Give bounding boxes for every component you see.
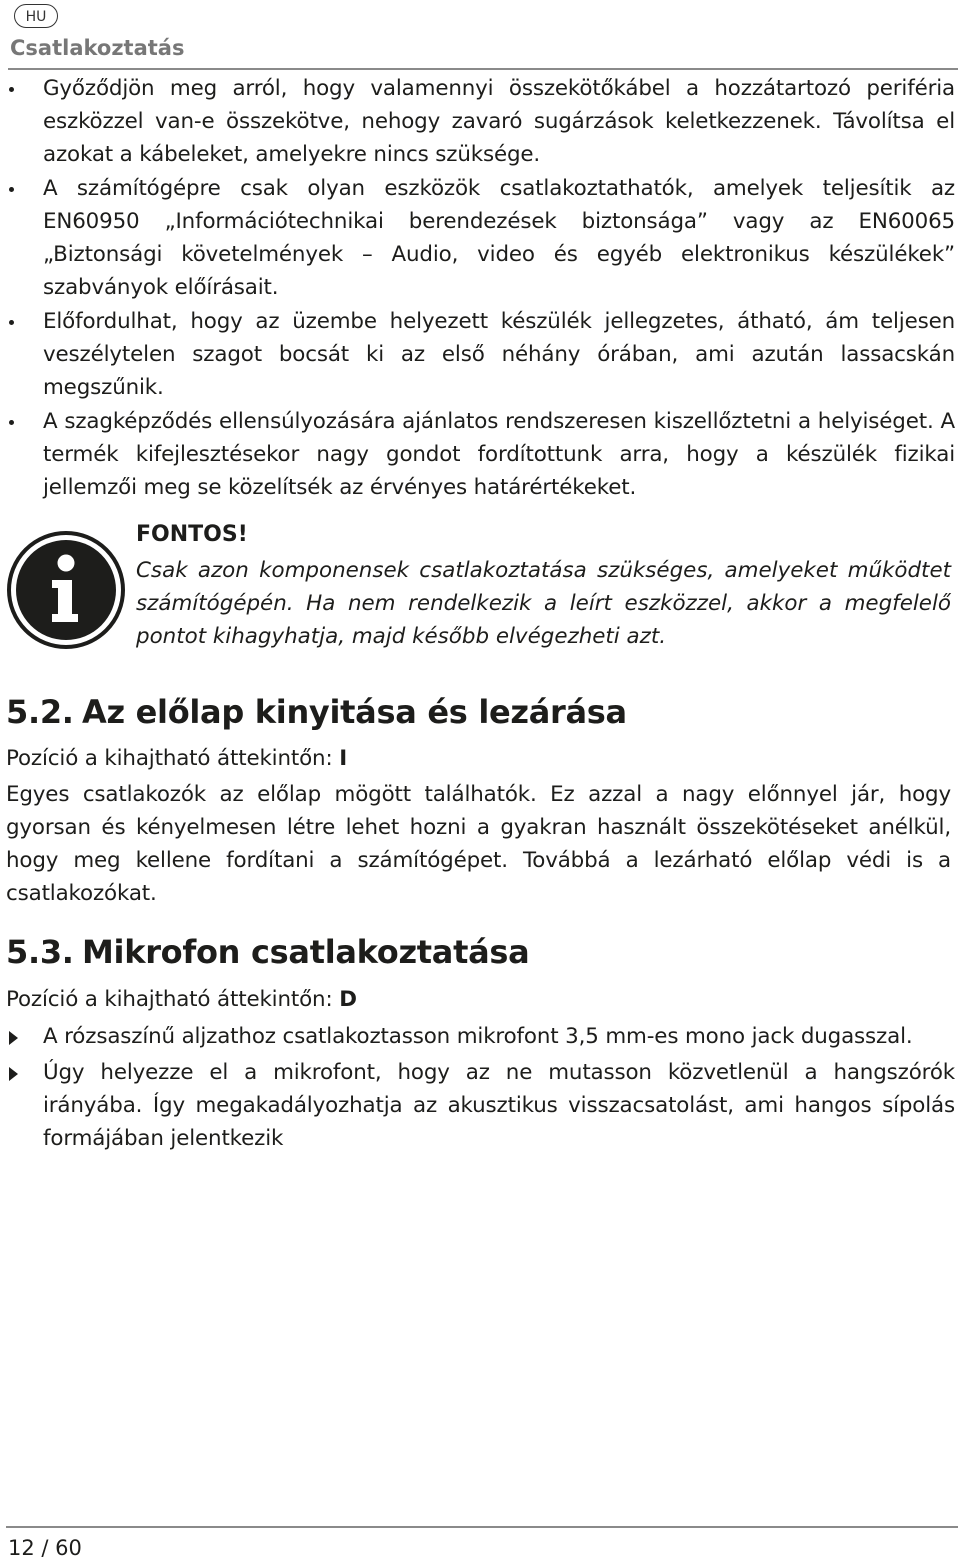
list-item-text: A számítógépre csak olyan eszközök csatlakoztathatók, amelyek teljesítik az EN60950 „Információtechnikai berendezések biztonsága” vagy az EN60065 „Biztonsági követelmények – Audio, video és egyéb elektronikus készülékek” szabványok előírásait. bbox=[43, 176, 955, 300]
list-item-text: Úgy helyezze el a mikrofont, hogy az ne mutasson közvetlenül a hangszórók irányába. Így megakadályozhatja az akusztikus visszacsatolást, ami hangos sípolás formájában jelentkezik bbox=[43, 1060, 955, 1151]
arrow-right-icon bbox=[9, 1031, 18, 1045]
list-item bbox=[0, 72, 955, 171]
section-title: Csatlakoztatás bbox=[10, 36, 185, 60]
section-heading-5-3 bbox=[6, 932, 529, 972]
bullet-icon bbox=[9, 87, 14, 92]
instruction-steps bbox=[0, 1020, 955, 1158]
section-heading-5-2 bbox=[6, 692, 627, 732]
notice-heading: FONTOS! bbox=[136, 522, 248, 547]
list-item-text: A rózsaszínű aljzathoz csatlakoztasson mikrofont 3,5 mm-es mono jack dugasszal. bbox=[43, 1024, 913, 1049]
list-item-text: Győződjön meg arról, hogy valamennyi összekötőkábel a hozzátartozó periféria eszközzel van-e összekötve, nehogy zavaró sugárzások keletkezzenek. Távolítsa el azokat a kábeleket, amelyekre nincs szüksége. bbox=[43, 76, 955, 167]
bullet-icon bbox=[9, 187, 14, 192]
notice-text: Csak azon komponensek csatlakoztatása szükséges, amelyeket működtet számítógépén. Ha nem rendelkezik a leírt eszközzel, akkor a megfelelő pontot kihagyhatja, majd később elvégezheti azt. bbox=[136, 558, 951, 649]
section-heading-text: Mikrofon csatlakoztatása bbox=[82, 933, 530, 971]
safety-bullet-list bbox=[0, 72, 955, 504]
list-item bbox=[0, 172, 955, 304]
list-item bbox=[0, 405, 955, 504]
section-heading-text: Az előlap kinyitása és lezárása bbox=[82, 693, 627, 731]
header-divider bbox=[8, 68, 958, 70]
position-label: Pozíció a kihajtható áttekintőn: bbox=[6, 987, 333, 1012]
page-number: 12 / 60 bbox=[8, 1536, 82, 1560]
bullet-icon bbox=[9, 320, 14, 325]
list-item-text: Előfordulhat, hogy az üzembe helyezett készülék jellegzetes, átható, ám teljesen veszélytelen szagot bocsát ki az első néhány órában, ami azután lassacskán megszűnik. bbox=[43, 309, 955, 400]
section-number: 5.2. bbox=[6, 693, 74, 731]
position-value: I bbox=[339, 746, 347, 771]
position-label: Pozíció a kihajtható áttekintőn: bbox=[6, 746, 333, 771]
position-reference bbox=[6, 742, 951, 775]
language-badge: HU bbox=[14, 4, 58, 28]
list-item bbox=[0, 305, 955, 404]
section-number: 5.3. bbox=[6, 933, 74, 971]
footer-divider bbox=[6, 1526, 958, 1528]
section-paragraph: Egyes csatlakozók az előlap mögött találhatók. Ez azzal a nagy előnnyel jár, hogy gyorsan és kényelmesen létre lehet hozni a gyakran használt összekötéseket anélkül, hogy meg kellene fordítani a számítógépet. Továbbá a lezárható előlap védi is a csatlakozókat. bbox=[6, 782, 951, 906]
list-item bbox=[0, 1056, 955, 1155]
list-item-text: A szagképződés ellensúlyozására ajánlatos rendszeresen kiszellőztetni a helyiséget. A termék kifejlesztésekor nagy gondot fordítottunk arra, hogy a készülék fizikai jellemzői meg se közelítsék az érvényes határértékeket. bbox=[43, 409, 955, 500]
list-item bbox=[0, 1020, 955, 1053]
important-notice bbox=[0, 518, 955, 658]
arrow-right-icon bbox=[9, 1067, 18, 1081]
position-reference bbox=[6, 983, 951, 1016]
info-icon bbox=[6, 530, 126, 650]
bullet-icon bbox=[9, 420, 14, 425]
position-value: D bbox=[339, 987, 357, 1012]
